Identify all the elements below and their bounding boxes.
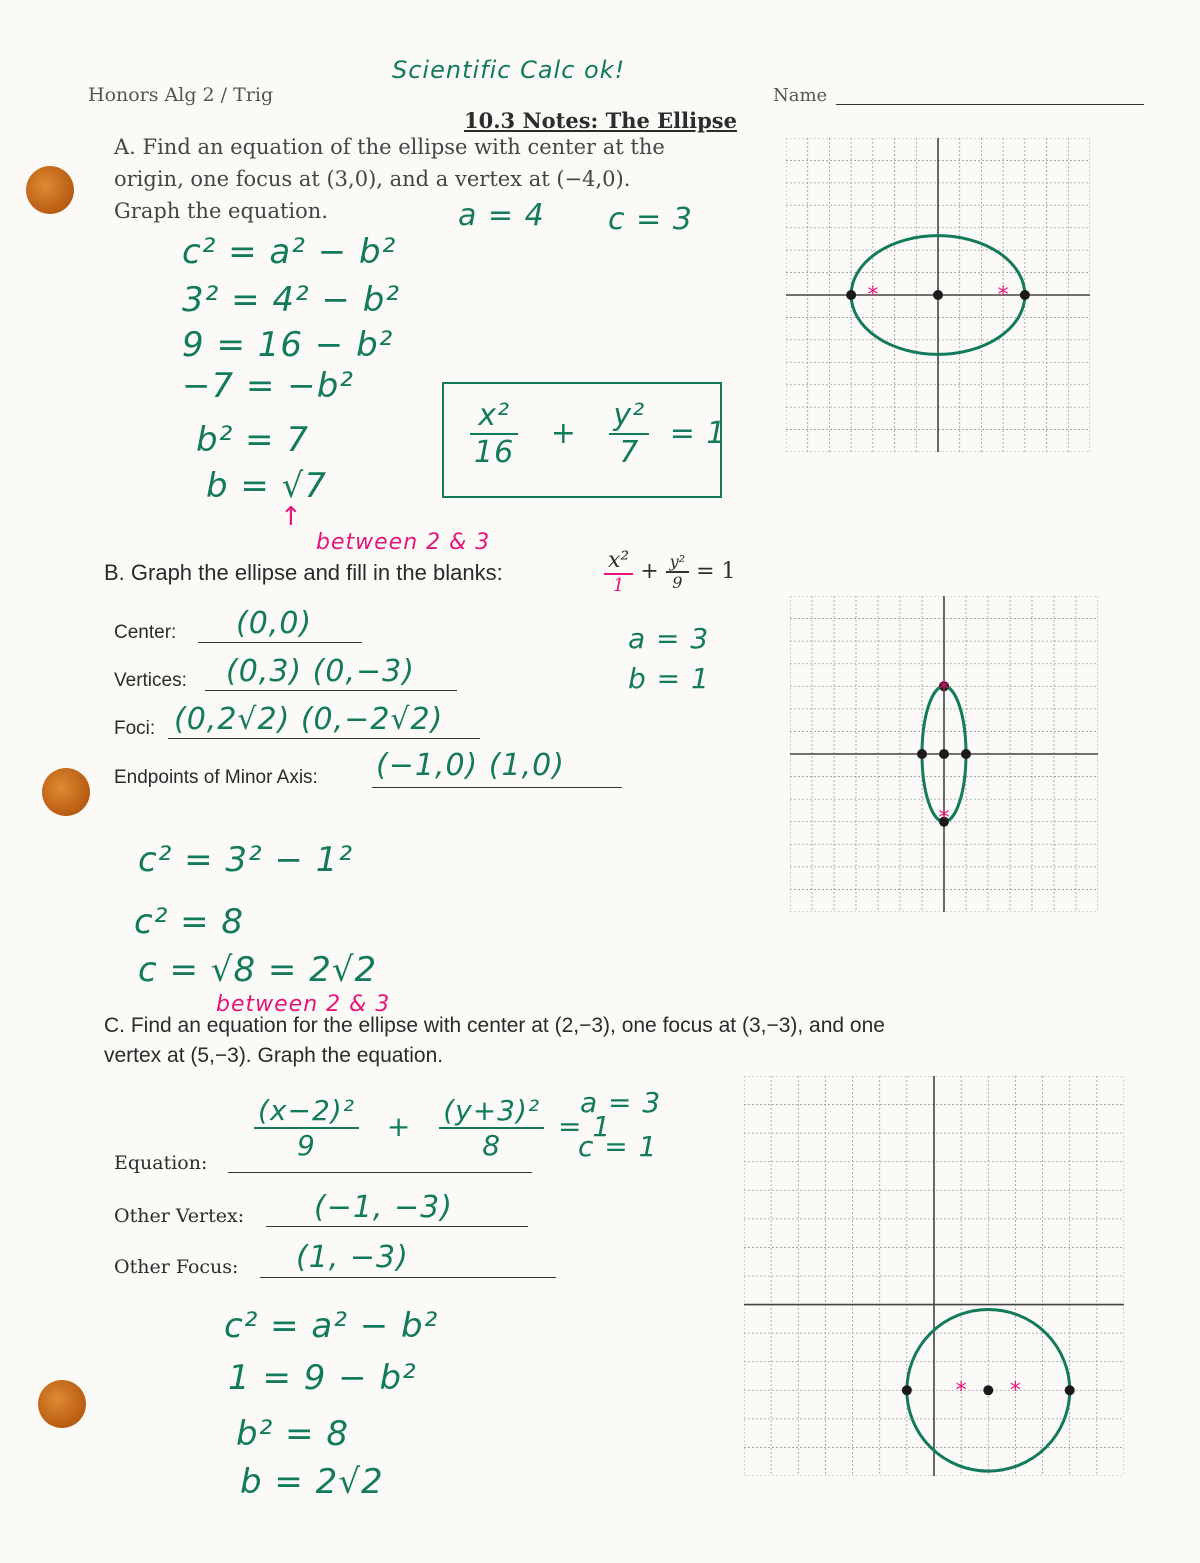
focus-star-icon: * [997, 283, 1009, 308]
focus-star-icon: * [938, 678, 950, 704]
focus-star-icon: * [1009, 1378, 1021, 1404]
plotted-point [983, 1385, 993, 1395]
focus-star-icon: * [867, 283, 879, 308]
part-c-work-4: b = 2√2 [240, 1462, 384, 1502]
name-line[interactable] [836, 104, 1144, 105]
answer-x-num: x² [470, 398, 518, 435]
part-b-a-value: a = 3 [628, 622, 710, 655]
part-c-x-num: (x−2)² [254, 1094, 359, 1129]
part-c-prompt-line2: vertex at (5,−3). Graph the equation. [104, 1044, 444, 1067]
vertices-blank[interactable] [205, 690, 457, 691]
focus-star-icon: * [955, 1378, 967, 1404]
calculator-note: Scientific Calc ok! [392, 56, 626, 84]
vertices-label: Vertices: [114, 670, 187, 691]
other-focus-label: Other Focus: [114, 1256, 239, 1278]
part-c-y-den: 8 [482, 1129, 502, 1162]
foci-label: Foci: [114, 718, 156, 739]
part-c-work-1: c² = a² − b² [224, 1306, 439, 1346]
part-a-a-value: a = 4 [458, 198, 545, 233]
vertices-value: (0,3) (0,−3) [226, 654, 415, 689]
equation-label: Equation: [114, 1152, 208, 1174]
punch-hole-top [26, 166, 74, 214]
answer-y-den: 7 [619, 435, 640, 470]
answer-plus: + [550, 415, 577, 451]
part-b-equation [604, 548, 736, 596]
part-a-work-2: 3² = 4² − b² [182, 280, 400, 320]
part-c-work-2: 1 = 9 − b² [228, 1358, 417, 1398]
course-title: Honors Alg 2 / Trig [88, 84, 274, 106]
other-vertex-blank[interactable] [266, 1226, 528, 1227]
graph-c [744, 1076, 1124, 1476]
answer-y-num: y² [609, 398, 649, 435]
part-b-prompt: B. Graph the ellipse and fill in the blanks: [104, 560, 503, 585]
plotted-point [961, 749, 971, 759]
plotted-point [846, 290, 856, 300]
center-blank[interactable] [198, 642, 362, 643]
foci-value: (0,2√2) (0,−2√2) [174, 702, 444, 737]
graph-a [786, 138, 1090, 452]
part-a-prompt-line1: A. Find an equation of the ellipse with center at the [114, 135, 665, 159]
other-focus-blank[interactable] [260, 1277, 556, 1278]
answer-eq: = 1 [669, 415, 727, 451]
focus-star-icon: * [938, 805, 950, 831]
minor-axis-label: Endpoints of Minor Axis: [114, 767, 318, 788]
part-c-x-den: 9 [297, 1129, 316, 1162]
plotted-point [939, 749, 949, 759]
part-c-a-value: a = 3 [580, 1086, 662, 1119]
part-b-plus: + [640, 559, 659, 584]
part-c-plus: + [386, 1110, 412, 1143]
other-vertex-value: (−1, −3) [314, 1190, 453, 1225]
part-c-rhs: = 1 [558, 1110, 612, 1143]
part-b-y-den: 9 [672, 573, 683, 592]
part-a-c-value: c = 3 [608, 202, 693, 237]
name-label: Name [773, 85, 828, 106]
part-b-work-1: c² = 3² − 1² [138, 840, 354, 880]
part-b-between-note: between 2 & 3 [216, 992, 391, 1017]
punch-hole-bottom [38, 1380, 86, 1428]
part-b-x-num: x² [604, 548, 633, 575]
plotted-point [917, 749, 927, 759]
foci-blank[interactable] [168, 738, 480, 739]
plotted-point [1065, 1385, 1075, 1395]
minor-axis-blank[interactable] [372, 787, 622, 788]
part-c-handwritten-equation [254, 1094, 611, 1162]
part-a-prompt-line2: origin, one focus at (3,0), and a vertex at (−4,0). [114, 167, 631, 191]
part-a-prompt-line3: Graph the equation. [114, 199, 328, 223]
part-c-y-num: (y+3)² [439, 1094, 544, 1129]
page-title: 10.3 Notes: The Ellipse [464, 108, 737, 133]
part-a-work-3: 9 = 16 − b² [182, 325, 394, 365]
part-b-y-num: y² [666, 552, 689, 573]
part-a-work-5: b² = 7 [196, 420, 309, 460]
minor-axis-value: (−1,0) (1,0) [376, 748, 565, 783]
part-c-c-value: c = 1 [578, 1130, 658, 1163]
part-a-between-note: between 2 & 3 [316, 530, 491, 555]
arrow-up-icon: ↑ [280, 502, 303, 532]
other-vertex-label: Other Vertex: [114, 1205, 245, 1227]
punch-hole-middle [42, 768, 90, 816]
graph-b [790, 596, 1098, 912]
part-b-work-2: c² = 8 [134, 902, 245, 942]
plotted-point [902, 1385, 912, 1395]
center-value: (0,0) [236, 606, 313, 641]
part-a-work-6: b = √7 [206, 466, 327, 506]
part-b-x-den: 1 [612, 575, 625, 596]
center-label: Center: [114, 622, 177, 643]
part-b-b-value: b = 1 [628, 662, 710, 695]
other-focus-value: (1, −3) [296, 1240, 409, 1275]
part-a-work-1: c² = a² − b² [182, 232, 397, 272]
part-a-answer-equation [470, 398, 727, 470]
part-c-prompt-line1: C. Find an equation for the ellipse with center at (2,−3), one focus at (3,−3), and one [104, 1014, 885, 1037]
part-a-work-4: −7 = −b² [182, 366, 354, 406]
plotted-point [1020, 290, 1030, 300]
part-b-work-3: c = √8 = 2√2 [138, 950, 378, 990]
part-c-work-3: b² = 8 [236, 1414, 349, 1454]
answer-x-den: 16 [474, 435, 515, 470]
equation-blank[interactable] [228, 1172, 532, 1173]
plotted-point [933, 290, 943, 300]
part-b-rhs: = 1 [696, 559, 736, 584]
